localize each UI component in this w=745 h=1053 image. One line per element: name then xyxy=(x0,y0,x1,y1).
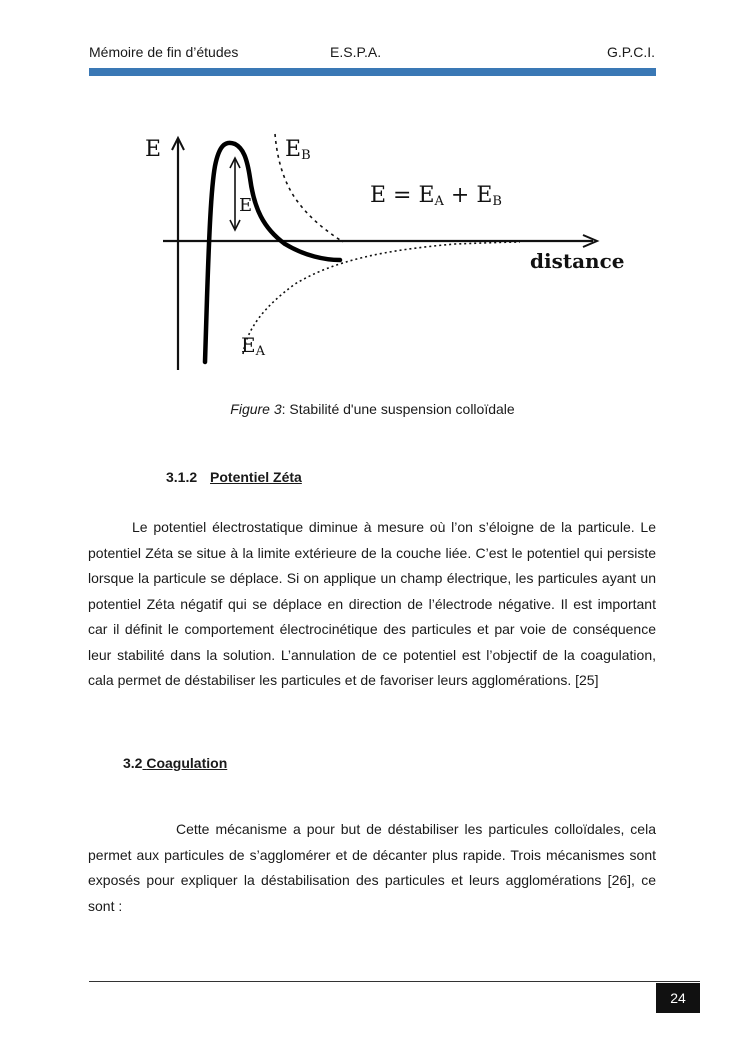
header-left-text: Mémoire de fin d’études xyxy=(89,44,239,60)
paragraph-zeta-potential xyxy=(88,515,656,694)
equation-label: E = EA + EB xyxy=(370,183,502,209)
header-rule xyxy=(89,68,656,76)
paragraph-coagulation xyxy=(88,817,656,919)
section-number-312: 3.1.2 xyxy=(166,469,198,485)
figure-caption xyxy=(0,401,745,417)
curve-label-eb: EB xyxy=(285,137,311,163)
paragraph-zeta-text: Le potentiel électrostatique diminue à mesure où l’on s’éloigne de la particule. Le potentiel Zéta se situe à la limite extérieure de la couche liée. C’est le potentiel qui persiste lorsque la particule se déplace. Si on applique un champ électrique, les particules ayant un potentiel Zéta négatif qui se déplace en direction de l’électrode négative. Il est important car il définit le comportement électrocinétique des particules et par voie de conséquence leur stabilité dans la solution. L’annulation de ce potentiel est l’objectif de la coagulation, cala permet de déstabiliser les particules et de favoriser leurs agglomérations. [25] xyxy=(88,519,656,688)
page-number: 24 xyxy=(656,983,700,1013)
curve-label-ea: EA xyxy=(241,333,265,359)
header-right-text: G.P.C.I. xyxy=(607,44,655,60)
axis-label-e: E xyxy=(145,137,162,162)
section-heading-32 xyxy=(123,755,227,771)
barrier-label-e: E xyxy=(239,195,253,216)
footer-rule xyxy=(89,981,700,982)
figure-caption-label: Figure 3 xyxy=(230,401,282,417)
figure-caption-text: : Stabilité d'une suspension colloïdale xyxy=(281,401,515,417)
section-number-32: 3.2 xyxy=(123,755,143,771)
section-heading-312 xyxy=(166,469,302,485)
axis-label-distance: distance xyxy=(530,249,625,273)
total-energy-curve xyxy=(205,143,340,362)
header-center-text: E.S.P.A. xyxy=(330,44,382,60)
section-title-312: Potentiel Zéta xyxy=(210,469,302,485)
attraction-curve-ea xyxy=(243,242,520,354)
paragraph-coagulation-text: Cette mécanisme a pour but de déstabiliser les particules colloïdales, cela permet aux particules de s’agglomérer et de décanter plus rapide. Trois mécanismes sont exposés pour expliquer la déstabilisation des particules et leurs agglomérations [26], ce sont : xyxy=(88,821,656,914)
energy-distance-figure xyxy=(125,118,625,380)
section-title-32: Coagulation xyxy=(146,755,228,771)
